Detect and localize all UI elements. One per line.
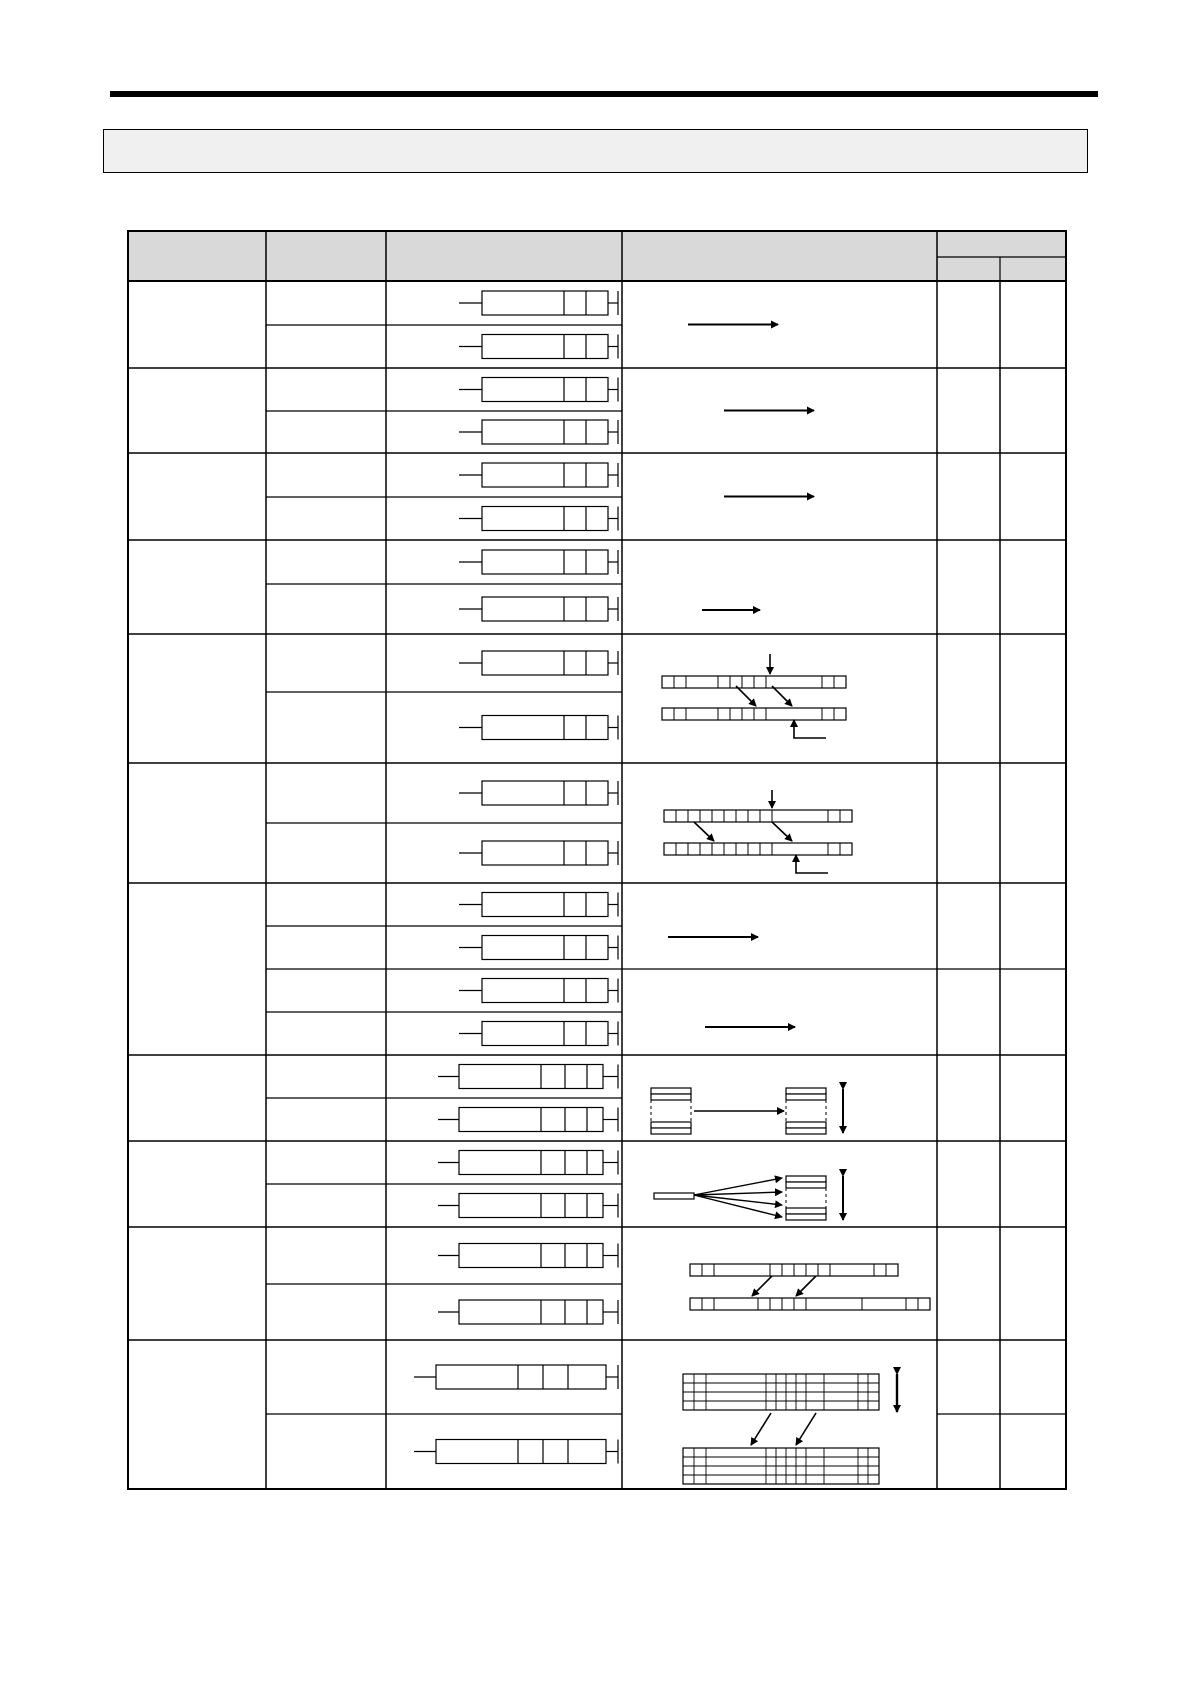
instruction-box xyxy=(482,781,608,805)
source-bit-strip xyxy=(662,676,846,688)
ladder-symbol xyxy=(459,651,618,675)
table-group xyxy=(128,291,1066,368)
operation-diagram xyxy=(683,1374,897,1484)
block-cell xyxy=(786,1182,826,1188)
ladder-symbol xyxy=(459,463,618,487)
fill-arrow xyxy=(694,1195,782,1205)
ladder-symbol xyxy=(459,979,618,1003)
instruction-box xyxy=(482,335,608,359)
ladder-symbol xyxy=(459,507,618,531)
instruction-box xyxy=(482,463,608,487)
table-group xyxy=(128,550,1066,634)
block-cell xyxy=(651,1094,691,1100)
result-grid xyxy=(683,1448,879,1484)
shift-arrow xyxy=(752,1276,772,1296)
shift-arrow xyxy=(772,822,792,841)
instruction-box xyxy=(482,507,608,531)
shift-arrow xyxy=(796,1413,816,1445)
operation-diagram xyxy=(668,937,795,1027)
instruction-box xyxy=(482,841,608,865)
table-group xyxy=(128,893,1066,1056)
instruction-box xyxy=(459,1300,603,1324)
table-group xyxy=(128,781,1066,883)
instruction-box xyxy=(482,651,608,675)
instruction-box xyxy=(459,1194,603,1218)
instruction-box xyxy=(482,291,608,315)
table-header xyxy=(128,231,1066,281)
instruction-box xyxy=(482,716,608,740)
return-arrow xyxy=(794,720,826,738)
ladder-symbol xyxy=(459,291,618,315)
table-grid xyxy=(128,231,1066,1489)
instruction-box xyxy=(459,1065,603,1089)
instruction-box xyxy=(436,1365,606,1389)
instruction-box xyxy=(459,1108,603,1132)
ladder-symbol xyxy=(438,1244,618,1268)
instruction-box xyxy=(482,979,608,1003)
table-group xyxy=(128,1365,1066,1489)
block-cell xyxy=(651,1088,691,1094)
ladder-symbol xyxy=(459,378,618,402)
table-group xyxy=(128,463,1066,540)
instruction-box xyxy=(482,1022,608,1046)
result-bit-strip xyxy=(690,1298,930,1310)
instruction-box xyxy=(482,597,608,621)
block-cell xyxy=(786,1176,826,1182)
operation-diagram xyxy=(690,1264,930,1310)
ladder-symbol xyxy=(438,1151,618,1175)
source-grid xyxy=(683,1374,879,1410)
ladder-symbol xyxy=(414,1440,618,1464)
dest-block xyxy=(786,1088,826,1134)
instruction-box xyxy=(482,936,608,960)
ladder-symbol xyxy=(438,1194,618,1218)
instruction-box xyxy=(459,1244,603,1268)
ladder-symbol xyxy=(459,420,618,444)
source-block xyxy=(651,1088,691,1134)
bit-strip-frame xyxy=(664,810,852,822)
block-cell xyxy=(651,1128,691,1134)
block-cell xyxy=(786,1128,826,1134)
ladder-symbol xyxy=(459,335,618,359)
table-group xyxy=(128,1244,1066,1341)
shift-arrow xyxy=(751,1413,771,1445)
instruction-box xyxy=(436,1440,606,1464)
source-bit-strip xyxy=(664,810,852,822)
ladder-symbol xyxy=(459,550,618,574)
ladder-symbol xyxy=(459,1022,618,1046)
instruction-box xyxy=(459,1151,603,1175)
bit-strip-frame xyxy=(664,843,852,855)
return-arrow xyxy=(796,855,828,873)
shift-arrow xyxy=(694,822,714,841)
shift-arrow xyxy=(772,686,792,706)
source-cell xyxy=(654,1193,694,1199)
ladder-symbol xyxy=(459,841,618,865)
operation-diagram xyxy=(651,1088,843,1134)
operation-diagram xyxy=(654,1176,843,1220)
shift-arrow xyxy=(736,686,756,706)
block-cell xyxy=(651,1122,691,1128)
bit-strip-frame xyxy=(690,1298,930,1310)
block-cell xyxy=(786,1208,826,1214)
ladder-symbol xyxy=(414,1365,618,1389)
instruction-box xyxy=(482,378,608,402)
ladder-symbol xyxy=(438,1108,618,1132)
source-bit-strip xyxy=(690,1264,898,1276)
table-group xyxy=(128,1065,1066,1142)
table-group xyxy=(128,1151,1066,1228)
ladder-symbol xyxy=(459,781,618,805)
ladder-symbol xyxy=(459,597,618,621)
table-group xyxy=(128,651,1066,763)
dest-block xyxy=(786,1176,826,1220)
table-group xyxy=(128,378,1066,454)
ladder-symbol xyxy=(459,716,618,740)
instruction-box xyxy=(482,550,608,574)
shift-arrow xyxy=(796,1276,816,1296)
instruction-box xyxy=(482,420,608,444)
ladder-symbol xyxy=(438,1300,618,1324)
result-bit-strip xyxy=(662,708,846,720)
block-cell xyxy=(786,1094,826,1100)
result-bit-strip xyxy=(664,843,852,855)
ladder-symbol xyxy=(438,1065,618,1089)
block-cell xyxy=(786,1214,826,1220)
operation-diagram xyxy=(664,790,852,873)
ladder-symbol xyxy=(459,893,618,917)
block-cell xyxy=(786,1122,826,1128)
fill-arrow xyxy=(694,1195,782,1217)
instruction-box xyxy=(482,893,608,917)
block-cell xyxy=(786,1088,826,1094)
ladder-symbol xyxy=(459,936,618,960)
operation-diagram xyxy=(662,654,846,738)
